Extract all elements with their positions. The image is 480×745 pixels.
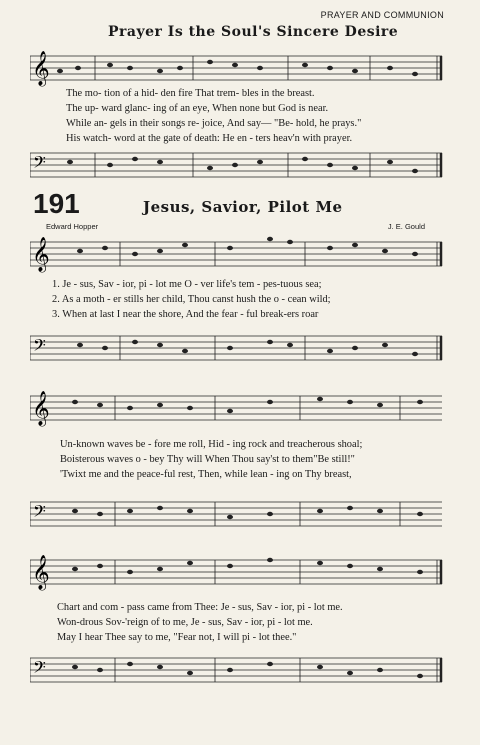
hymn-a-lyric-4: His watch- word at the gate of death: He en - ters heav'n with prayer. — [66, 133, 353, 144]
composer-credit: J. E. Gould — [387, 222, 425, 231]
system-3-lyric-3: May I hear Thee say to me, "Fear not, I will pi - lot thee." — [57, 632, 297, 643]
system-1-treble-staff — [30, 230, 445, 278]
system-2-lyric-1: Un-known waves be - fore me roll, Hid - ing rock and treacherous shoal; — [60, 439, 363, 450]
system-2-bass-staff — [30, 496, 445, 536]
svg-text:𝄢: 𝄢 — [33, 335, 46, 359]
hymn-number: 191 — [33, 188, 80, 219]
system-2-treble-staff — [30, 384, 445, 430]
system-2-lyric-2: Boisterous waves o - bey Thy will When Thou say'st to them"Be still!" — [60, 454, 355, 465]
system-3-treble-staff — [30, 548, 445, 594]
system-1-bass-staff — [30, 330, 445, 370]
hymn-a-title: Prayer Is the Soul's Sincere Desire — [108, 24, 399, 40]
hymn-a-treble-staff — [30, 48, 445, 88]
svg-text:𝄞: 𝄞 — [32, 555, 50, 590]
svg-text:𝄞: 𝄞 — [32, 391, 50, 426]
svg-text:𝄞: 𝄞 — [32, 237, 50, 272]
hymn-a-lyric-1: The mo- tion of a hid- den fire That trem- bles in the breast. — [66, 88, 315, 99]
svg-text:𝄢: 𝄢 — [33, 657, 46, 681]
system-3-lyric-2: Won-drous Sov-'reign of to me, Je - sus, Sav - ior, pi - lot me. — [57, 617, 313, 628]
svg-text:𝄢: 𝄢 — [33, 152, 46, 176]
hymn-a-lyric-3: While an- gels in their songs re- joice, And say— "Be- hold, he prays." — [66, 118, 362, 129]
system-1-lyric-2: 2. As a moth - er stills her child, Thou canst hush the o - cean wild; — [52, 294, 331, 305]
system-2-lyric-3: 'Twixt me and the peace-ful rest, Then, while lean - ing on Thy breast, — [60, 469, 352, 480]
author-credit: Edward Hopper — [46, 222, 99, 231]
system-3-bass-staff — [30, 652, 445, 692]
hymn-b-title: Jesus, Savior, Pilot Me — [143, 198, 343, 216]
svg-text:𝄞: 𝄞 — [32, 51, 50, 86]
hymn-a-lyric-2: The up- ward glanc- ing of an eye, When none but God is near. — [66, 103, 329, 114]
system-1-lyric-3: 3. When at last I near the shore, And the fear - ful break-ers roar — [52, 309, 319, 320]
svg-text:𝄢: 𝄢 — [33, 501, 46, 525]
hymn-a-bass-staff — [30, 147, 445, 185]
system-3-lyric-1: Chart and com - pass came from Thee: Je - sus, Sav - ior, pi - lot me. — [57, 602, 343, 613]
system-1-lyric-1: 1. Je - sus, Sav - ior, pi - lot me O - ver life's tem - pes-tuous sea; — [52, 279, 322, 290]
section-header: PRAYER AND COMMUNION — [320, 10, 444, 20]
